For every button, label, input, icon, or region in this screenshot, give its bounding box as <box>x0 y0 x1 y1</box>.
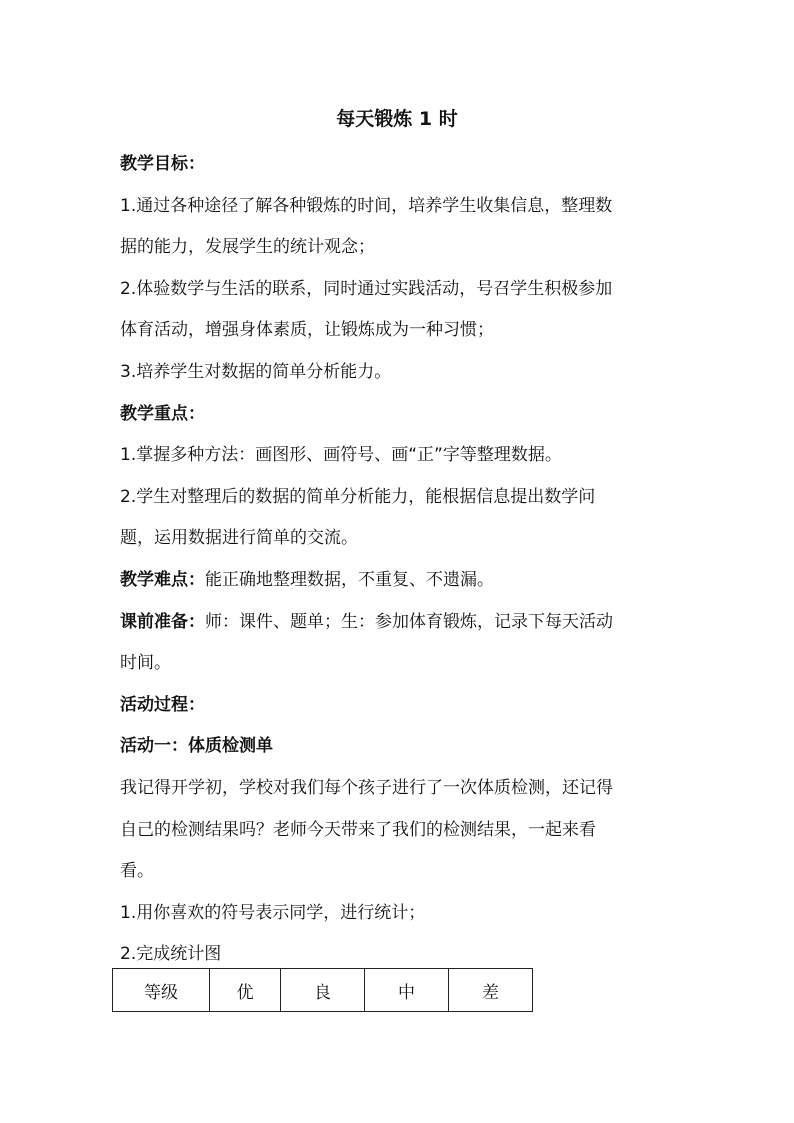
document-title: 每天锻炼 1 时 <box>336 108 458 130</box>
goal-2-line-2: 体育活动，增强身体素质，让锻炼成为一种习惯； <box>120 320 494 341</box>
preparation-line-1 <box>120 602 680 644</box>
key-points-heading: 教学重点： <box>120 403 205 424</box>
difficulty-text: 能正确地整理数据，不重复、不遗漏。 <box>205 569 494 590</box>
activity-1-paragraph-line-3: 看。 <box>120 861 154 882</box>
goal-1-line-2: 据的能力，发展学生的统计观念； <box>120 237 375 258</box>
table-header-excellent: 优 <box>210 969 281 1012</box>
activity-1-paragraph-line-2: 自己的检测结果吗？老师今天带来了我们的检测结果，一起来看 <box>120 819 596 840</box>
table-header-average: 中 <box>365 969 449 1012</box>
key-point-2-line-1: 2.学生对整理后的数据的简单分析能力，能根据信息提出数学问 <box>120 486 596 507</box>
preparation-label: 课前准备： <box>120 611 205 632</box>
goal-3: 3.培养学生对数据的简单分析能力。 <box>120 361 392 382</box>
table-header-grade: 等级 <box>113 969 210 1012</box>
document-body <box>120 144 680 976</box>
key-point-1: 1.掌握多种方法：画图形、画符号、画“正”字等整理数据。 <box>120 445 562 466</box>
table-row <box>113 969 533 1012</box>
activity-1-heading: 活动一：体质检测单 <box>120 736 273 757</box>
activity-1-step-2: 2.完成统计图 <box>120 944 222 965</box>
grade-table <box>112 968 533 1012</box>
goals-heading: 教学目标： <box>120 154 205 174</box>
preparation-line-2: 时间。 <box>120 653 171 674</box>
goal-2-line-1: 2.体验数学与生活的联系，同时通过实践活动，号召学生积极参加 <box>120 278 613 299</box>
preparation-text: 师：课件、题单；生：参加体育锻炼，记录下每天活动 <box>205 611 613 632</box>
key-point-2-line-2: 题，运用数据进行简单的交流。 <box>120 528 358 549</box>
table-header-poor: 差 <box>449 969 533 1012</box>
activity-1-step-1: 1.用你喜欢的符号表示同学，进行统计； <box>120 902 426 923</box>
difficulty-paragraph <box>120 560 680 602</box>
goal-1-line-1: 1.通过各种途径了解各种锻炼的时间，培养学生收集信息，整理数 <box>120 195 613 216</box>
process-heading: 活动过程： <box>120 694 205 715</box>
activity-1-paragraph-line-1: 我记得开学初，学校对我们每个孩子进行了一次体质检测，还记得 <box>120 777 613 798</box>
table-header-good: 良 <box>281 969 365 1012</box>
difficulty-label: 教学难点： <box>120 569 205 590</box>
